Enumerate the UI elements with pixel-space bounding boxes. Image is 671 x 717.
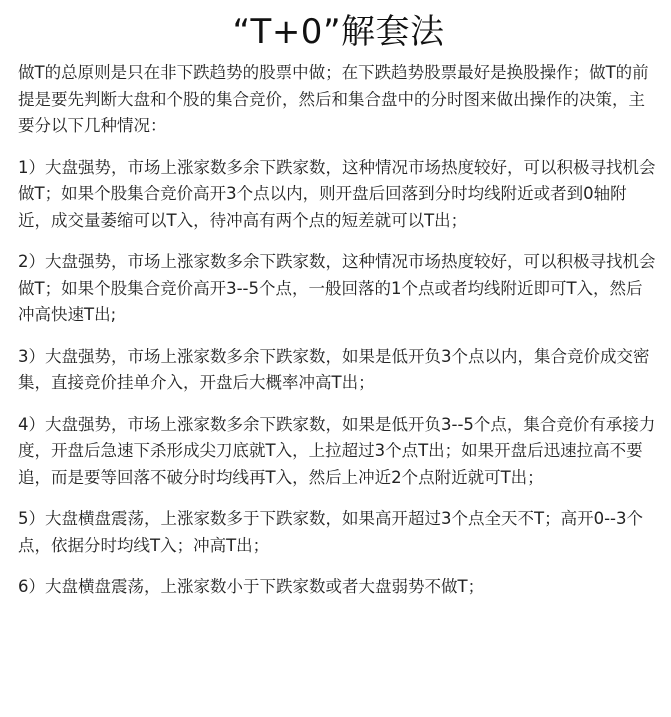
case-4-paragraph: 4）大盘强势，市场上涨家数多余下跌家数，如果是低开负3--5个点，集合竞价有承接力度，开盘后急速下杀形成尖刀底就T入，上拉超过3个点T出；如果开盘后迅速拉高不要追，而是要等回落不破分时均线再T入，然后上冲近2个点附近就可T出； [18, 414, 656, 487]
case-1-paragraph: 1）大盘强势，市场上涨家数多余下跌家数，这种情况市场热度较好，可以积极寻找机会做T；如果个股集合竞价高开3个点以内，则开盘后回落到分时均线附近或者到0轴附近，成交量萎缩可以T入，待冲高有两个点的短差就可以T出； [18, 157, 656, 230]
case-5-paragraph: 5）大盘横盘震荡，上涨家数多于下跌家数，如果高开超过3个点全天不T；高开0--3个点，依据分时均线T入；冲高T出； [18, 509, 643, 555]
document-page [0, 12, 671, 717]
case-6-paragraph: 6）大盘横盘震荡，上涨家数小于下跌家数或者大盘弱势不做T； [18, 577, 485, 596]
case-3-paragraph: 3）大盘强势，市场上涨家数多余下跌家数，如果是低开负3个点以内，集合竞价成交密集，直接竞价挂单介入，开盘后大概率冲高T出； [18, 346, 650, 392]
page-title: “T+0”解套法 [232, 12, 445, 52]
case-2-paragraph: 2）大盘强势，市场上涨家数多余下跌家数，这种情况市场热度较好，可以积极寻找机会做T；如果个股集合竞价高开3--5个点，一般回落的1个点或者均线附近即可T入，然后冲高快速T出; [18, 252, 656, 324]
intro-paragraph: 做T的总原则是只在非下跌趋势的股票中做；在下跌趋势股票最好是换股操作；做T的前提是要先判断大盘和个股的集合竞价，然后和集合盘中的分时图来做出操作的决策，主要分以下几种情况： [18, 63, 649, 135]
